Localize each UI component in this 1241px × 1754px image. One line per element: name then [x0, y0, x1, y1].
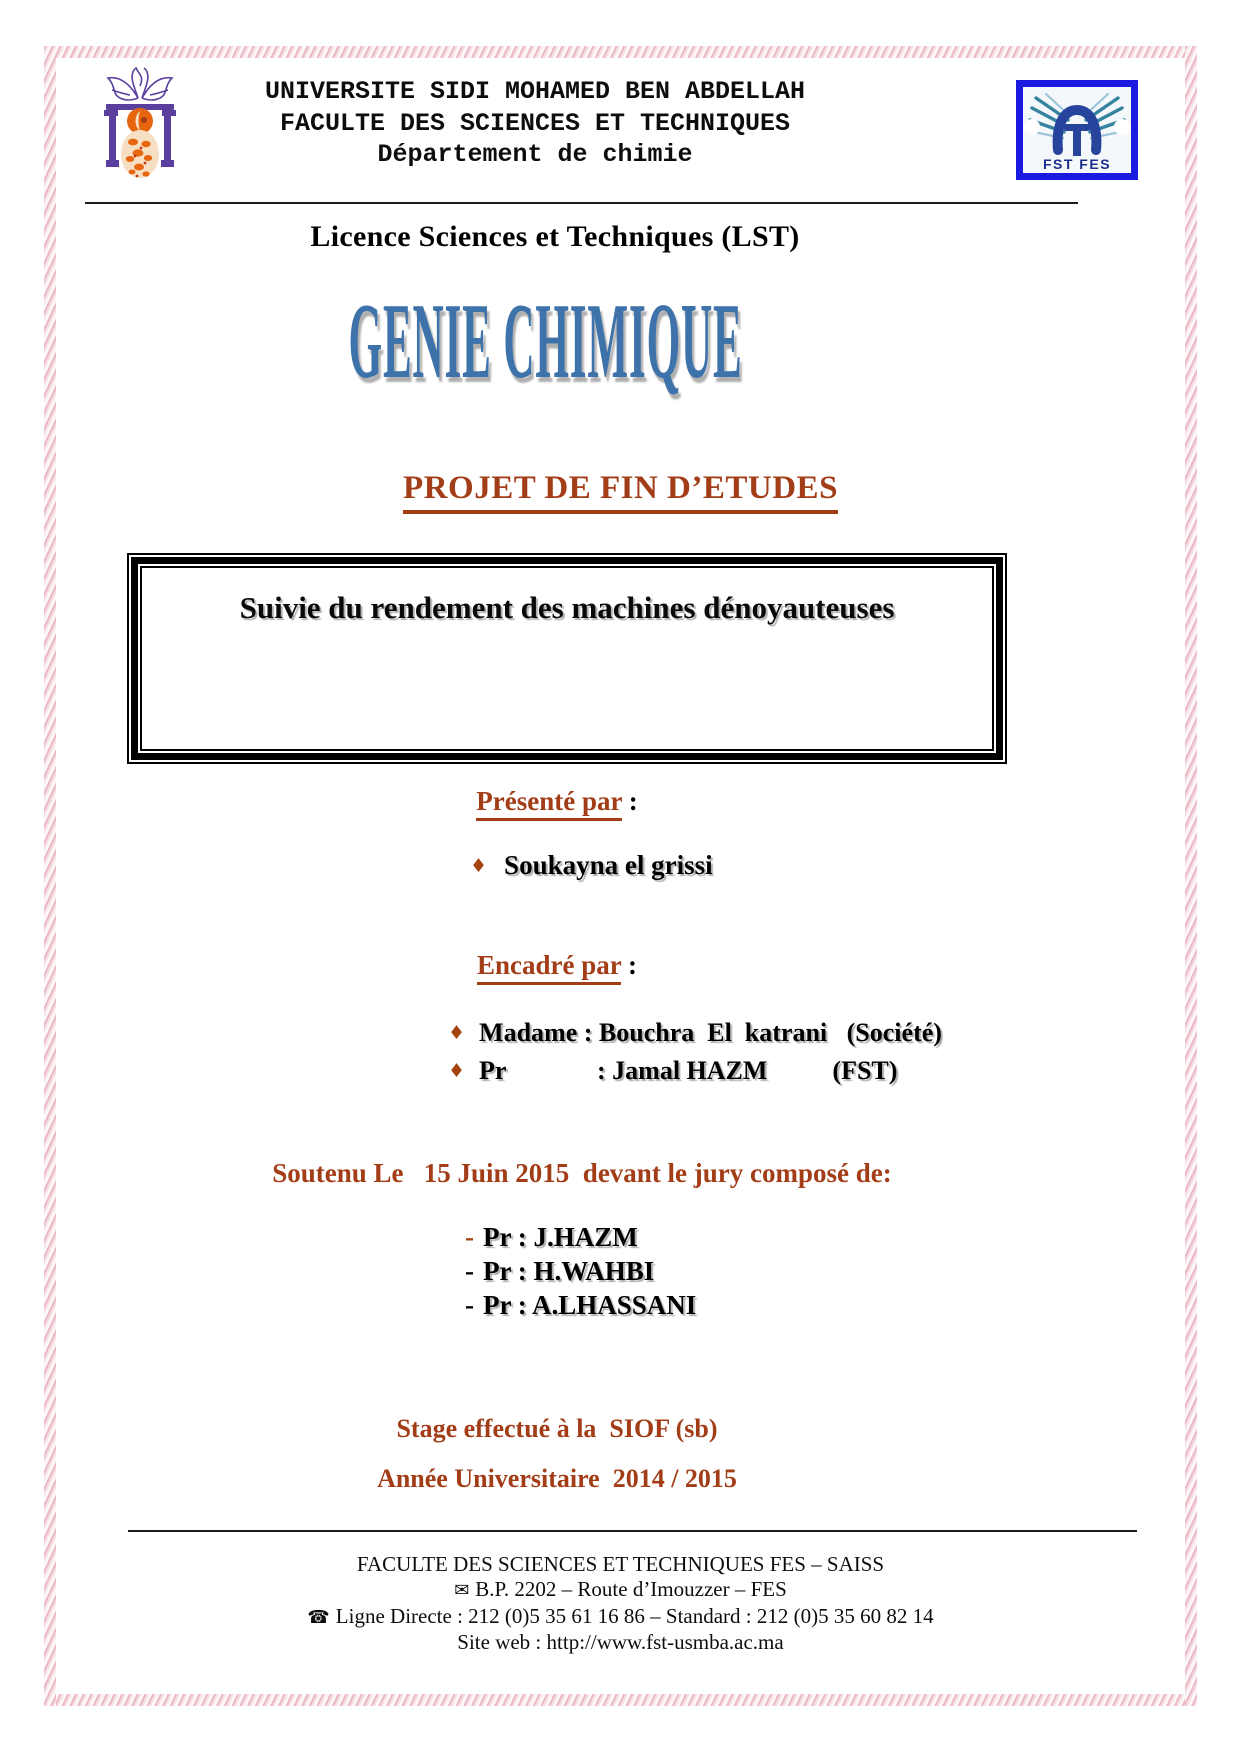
banner-title: GENIE CHIMIQUE: [348, 282, 744, 401]
dash-bullet: -: [465, 1289, 474, 1320]
report-heading-wrap: [0, 470, 1241, 514]
dash-bullet: -: [465, 1255, 474, 1286]
diamond-bullet-icon: ♦: [448, 1060, 466, 1082]
footer-website-line: Site web : http://www.fst-usmba.ac.ma: [457, 1630, 784, 1655]
supervisor-row: [448, 1052, 942, 1090]
jury-member-row: [465, 1220, 696, 1254]
supervised-by-label: Encadré par: [477, 950, 621, 985]
report-heading: PROJET DE FIN D’ETUDES: [403, 470, 838, 514]
footer-address-text: B.P. 2202 – Route d’Imouzzer – FES: [475, 1576, 787, 1601]
jury-member-name: Pr : J.HAZM: [483, 1221, 638, 1252]
footer-faculty-line: FACULTE DES SCIENCES ET TECHNIQUES FES – SAISS: [356, 1552, 885, 1576]
project-title: Suivie du rendement des machines dénoyauteuses: [239, 590, 895, 625]
jury-member-name: Pr : A.LHASSANI: [483, 1289, 697, 1320]
header-divider: [85, 202, 1078, 204]
supervised-by-heading: Encadré par :: [0, 950, 1114, 981]
jury-member-row: [465, 1288, 696, 1322]
academic-year-line: Année Universitaire 2014 / 2015: [377, 1464, 737, 1493]
student-name: Soukayna el grissi: [504, 850, 713, 880]
fst-fes-logo: [1016, 80, 1138, 180]
footer-phone-text: Ligne Directe : 212 (0)5 35 61 16 86 – Standard : 212 (0)5 35 60 82 14: [335, 1603, 934, 1628]
diamond-bullet-icon: ♦: [448, 1022, 466, 1044]
supervisor-company: Madame : Bouchra El katrani (Société): [479, 1018, 942, 1047]
footer-divider: [128, 1530, 1137, 1532]
jury-member-name: Pr : H.WAHBI: [483, 1255, 655, 1286]
department-name: Département de chimie: [377, 140, 693, 169]
university-emblem-logo: [100, 64, 180, 188]
jury-member-row: [465, 1254, 696, 1288]
dash-bullet: -: [465, 1221, 474, 1252]
faculty-name: FACULTE DES SCIENCES ET TECHNIQUES: [279, 108, 791, 138]
telephone-icon: ☎: [307, 1606, 330, 1628]
program-title: Licence Sciences et Techniques (LST): [310, 220, 800, 253]
supervisor-list: [448, 1014, 942, 1090]
decorative-border-bottom: [44, 1694, 1197, 1706]
defense-intro: Soutenu Le 15 Juin 2015 devant le jury composé de:: [272, 1158, 892, 1188]
project-title-box: [127, 553, 1007, 764]
footer-block: [0, 1552, 1241, 1655]
fst-fes-logo-caption: FST FES: [1042, 156, 1112, 172]
jury-list: [465, 1220, 696, 1322]
presented-by-heading: Présenté par :: [0, 786, 1114, 817]
university-header: [180, 76, 890, 171]
decorative-border-right: [1185, 46, 1197, 1706]
supervisor-fst: Pr : Jamal HAZM (FST): [479, 1056, 898, 1085]
decorative-border-top: [44, 46, 1197, 58]
envelope-icon: ✉: [454, 1579, 470, 1601]
internship-line: Stage effectué à la SIOF (sb): [396, 1414, 718, 1443]
footer-address-line: [0, 1577, 1241, 1604]
presented-by-label: Présenté par: [476, 786, 622, 821]
supervisor-row: [448, 1014, 942, 1052]
diamond-bullet-icon: ♦: [470, 854, 488, 877]
university-name: UNIVERSITE SIDI MOHAMED BEN ABDELLAH: [264, 77, 806, 106]
footer-phone-line: [0, 1604, 1241, 1631]
banner-title-wrap: [0, 282, 1092, 406]
student-row: [470, 850, 713, 881]
